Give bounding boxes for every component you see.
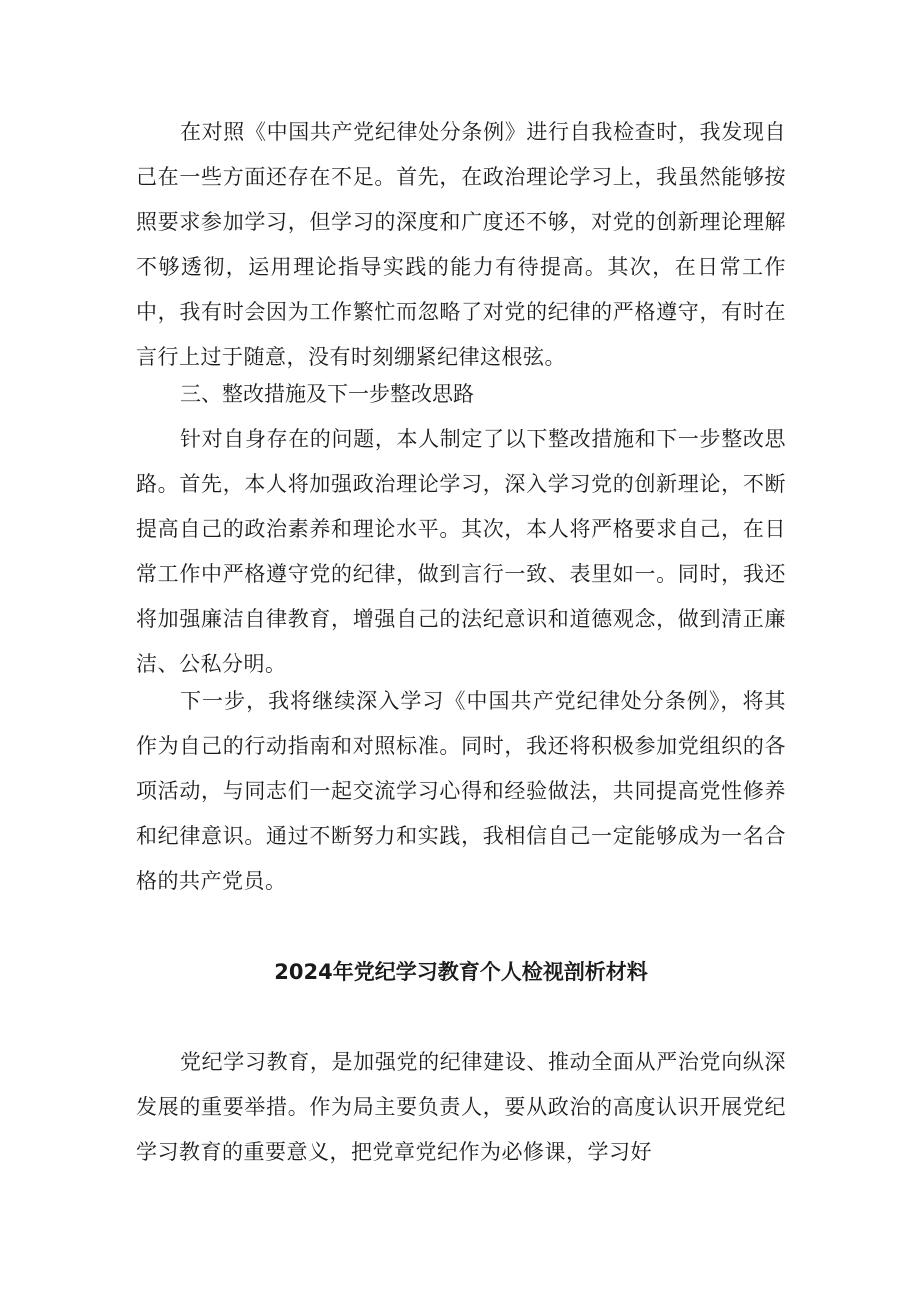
body-paragraph-self-check: 在对照《中国共产党纪律处分条例》进行自我检查时，我发现自己在一些方面还存在不足。首先，在政治理论学习上，我虽然能够按照要求参加学习，但学习的深度和广度还不够，对党的创新理论理解不够透彻，运用理论指导实践的能力有待提高。其次，在日常工作中，我有时会因为工作繁忙而忽略了对党的纪律的严格遵守，有时在言行上过于随意，没有时刻绷紧纪律这根弦。 <box>136 120 786 369</box>
body-paragraph-party-discipline-education: 党纪学习教育，是加强党的纪律建设、推动全面从严治党向纵深发展的重要举措。作为局主要负责人，要从政治的高度认识开展党纪学习教育的重要意义，把党章党纪作为必修课，学习好 <box>136 1050 786 1164</box>
section-heading-rectification: 三、整改措施及下一步整改思路 <box>180 382 474 406</box>
body-paragraph-next-steps: 下一步，我将继续深入学习《中国共产党纪律处分条例》，将其作为自己的行动指南和对照标准。同时，我还将积极参加党组织的各项活动，与同志们一起交流学习心得和经验做法，共同提高党性修养和纪律意识。通过不断努力和实践，我相信自己一定能够成为一名合格的共产党员。 <box>136 689 786 893</box>
body-paragraph-rectification-measures: 针对自身存在的问题，本人制定了以下整改措施和下一步整改思路。首先，本人将加强政治理论学习，深入学习党的创新理论，不断提高自己的政治素养和理论水平。其次，本人将严格要求自己，在日常工作中严格遵守党的纪律，做到言行一致、表里如一。同时，我还将加强廉洁自律教育，增强自己的法纪意识和道德观念，做到清正廉洁、公私分明。 <box>136 427 786 676</box>
document-title: 2024年党纪学习教育个人检视剖析材料 <box>274 960 648 984</box>
